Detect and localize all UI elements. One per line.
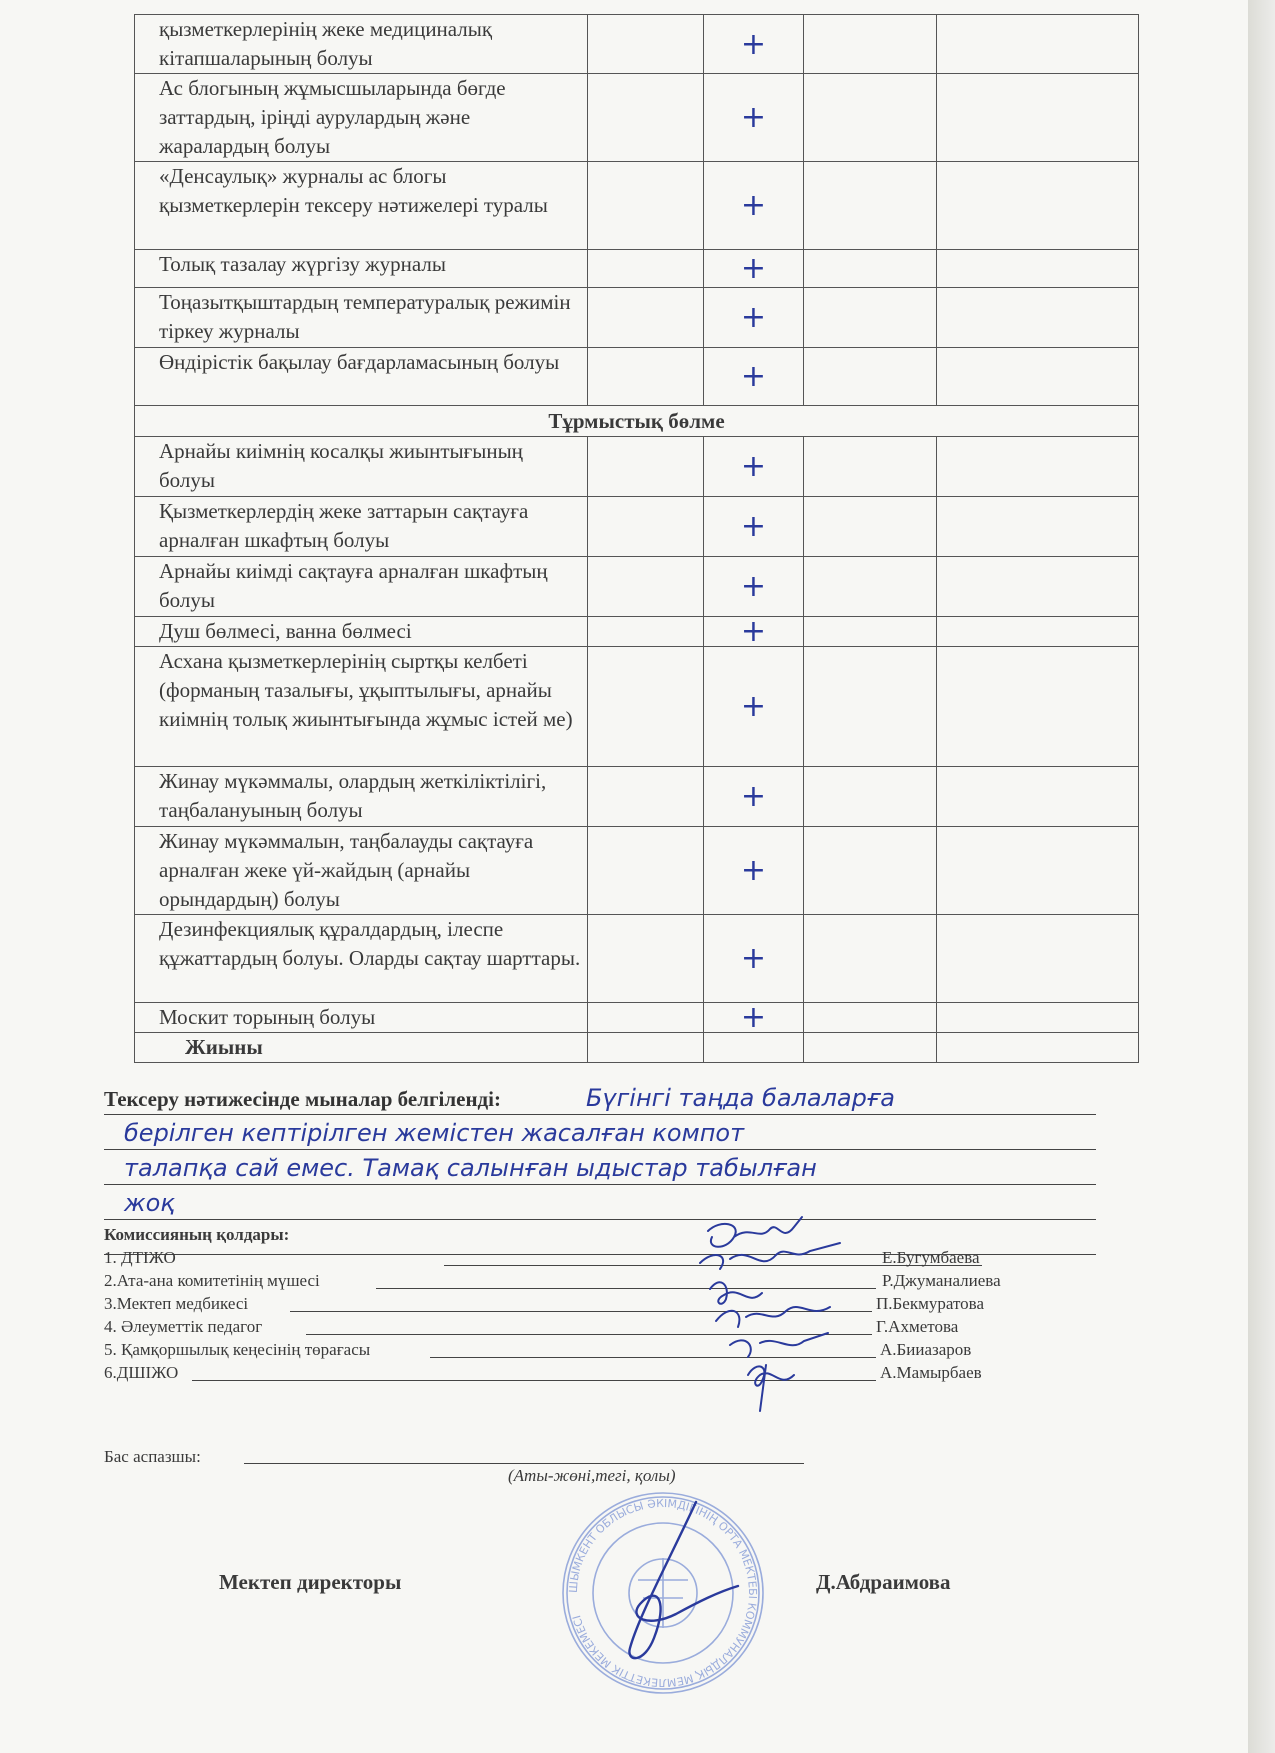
member-name: П.Бекмуратова	[876, 1294, 985, 1313]
table-row	[135, 15, 1139, 74]
table-row	[135, 557, 1139, 617]
commission-member	[104, 1248, 1044, 1271]
criterion-text: Ас блогының жұмысшыларында бөгде заттардың, іріңді аурулардың және жаралардың болуы	[135, 74, 588, 162]
table-cell	[937, 15, 1139, 74]
table-cell	[804, 827, 937, 915]
check-mark: +	[704, 915, 804, 1003]
table-cell	[804, 288, 937, 348]
handwritten-text: талапқа сай емес. Тамақ салынған ыдыстар табылған	[124, 1154, 817, 1182]
table-row	[135, 250, 1139, 288]
table-cell	[937, 162, 1139, 250]
total-row	[135, 1033, 1139, 1063]
table-cell	[804, 557, 937, 617]
total-label: Жиыны	[135, 1033, 588, 1063]
table-row	[135, 162, 1139, 250]
commission-member	[104, 1271, 1044, 1294]
member-role: 2.Ата-ана комитетінің мүшесі	[104, 1271, 320, 1290]
commission-member	[104, 1340, 1044, 1363]
table-cell	[937, 74, 1139, 162]
criterion-text: «Денсаулық» журналы ас блогы қызметкерлерін тексеру нәтижелері туралы	[135, 162, 588, 250]
criterion-text: Асхана қызметкерлерінің сыртқы келбеті (форманың тазалығы, ұқыптылығы, арнайы киімнің толық жиынтығында жұмыс істей ме)	[135, 647, 588, 767]
handwritten-text: берілген кептірілген жемістен жасалған компот	[124, 1119, 745, 1147]
member-name: А.Мамырбаев	[880, 1363, 982, 1382]
check-mark: +	[704, 288, 804, 348]
table-cell	[588, 437, 704, 497]
commission-signatures-drawing	[690, 1215, 870, 1425]
table-cell	[588, 497, 704, 557]
table-cell	[588, 1033, 704, 1063]
check-mark: +	[704, 557, 804, 617]
section-title: Тұрмыстық бөлме	[135, 406, 1139, 437]
table-cell	[937, 1003, 1139, 1033]
commission-title: Комиссияның қолдары:	[104, 1225, 290, 1244]
table-cell	[804, 1003, 937, 1033]
table-cell	[588, 250, 704, 288]
table-row	[135, 1003, 1139, 1033]
table-cell	[588, 348, 704, 406]
table-cell	[937, 250, 1139, 288]
check-mark: +	[704, 647, 804, 767]
table-row	[135, 767, 1139, 827]
table-cell	[804, 617, 937, 647]
check-mark: +	[704, 348, 804, 406]
table-row	[135, 915, 1139, 1003]
criterion-text: Дезинфекциялық құралдардың, ілеспе құжаттардың болуы. Оларды сақтау шарттары.	[135, 915, 588, 1003]
table-cell	[588, 915, 704, 1003]
check-mark: +	[704, 1003, 804, 1033]
table-cell	[937, 827, 1139, 915]
table-row	[135, 348, 1139, 406]
table-row	[135, 497, 1139, 557]
findings-line-3	[104, 1150, 1096, 1185]
criterion-text: Москит торының болуы	[135, 1003, 588, 1033]
table-cell	[937, 497, 1139, 557]
commission-member	[104, 1294, 1044, 1317]
table-cell	[804, 497, 937, 557]
table-cell	[804, 250, 937, 288]
findings-line-2	[104, 1115, 1096, 1150]
commission-member	[104, 1363, 1044, 1386]
table-cell	[937, 288, 1139, 348]
table-cell	[804, 74, 937, 162]
table-cell	[588, 1003, 704, 1033]
check-mark: +	[704, 15, 804, 74]
table-cell	[804, 162, 937, 250]
findings-line-1	[104, 1080, 1096, 1115]
checklist-table	[134, 14, 1139, 1063]
table-cell	[588, 162, 704, 250]
stamp-text: ШЫМКЕНТ ОБЛЫСЫ ӘКІМДІГІНІҢ ОРТА МЕКТЕБІ КОММУНАЛДЫҚ МЕМЛЕКЕТТІК МЕКЕМЕСІ	[566, 1496, 760, 1690]
director-label: Мектеп директоры	[219, 1570, 402, 1594]
table-cell	[588, 557, 704, 617]
table-cell	[804, 915, 937, 1003]
table-row	[135, 74, 1139, 162]
table-cell	[588, 15, 704, 74]
table-cell	[804, 647, 937, 767]
table-cell	[937, 348, 1139, 406]
page-edge	[1248, 0, 1275, 1753]
table-cell	[804, 1033, 937, 1063]
table-cell	[588, 647, 704, 767]
criterion-text: қызметкерлерінің жеке медициналық кітапшаларының болуы	[135, 15, 588, 74]
table-row	[135, 827, 1139, 915]
member-name: Р.Джуманалиева	[882, 1271, 1001, 1290]
member-role: 1. ДТІЖО	[104, 1248, 176, 1267]
criterion-text: Тоңазытқыштардың температуралық режимін тіркеу журналы	[135, 288, 588, 348]
section-row	[135, 406, 1139, 437]
table-row	[135, 647, 1139, 767]
table-cell	[804, 767, 937, 827]
check-mark: +	[704, 437, 804, 497]
criterion-text: Душ бөлмесі, ванна бөлмесі	[135, 617, 588, 647]
check-mark: +	[704, 827, 804, 915]
table-cell	[588, 288, 704, 348]
commission-member	[104, 1317, 1044, 1340]
criterion-text: Толық тазалау жүргізу журналы	[135, 250, 588, 288]
table-cell	[937, 767, 1139, 827]
criterion-text: Жинау мүкәммалы, олардың жеткіліктілігі, таңбалануының болуы	[135, 767, 588, 827]
table-row	[135, 437, 1139, 497]
table-row	[135, 288, 1139, 348]
table-cell	[937, 437, 1139, 497]
handwritten-text: жоқ	[124, 1189, 175, 1217]
member-role: 5. Қамқоршылық кеңесінің төрағасы	[104, 1340, 371, 1359]
check-mark: +	[704, 497, 804, 557]
member-role: 4. Әлеуметтік педагог	[104, 1317, 263, 1336]
findings-label: Тексеру нәтижесінде мыналар белгіленді:	[104, 1087, 502, 1111]
criterion-text: Арнайы киімді сақтауға арналған шкафтың болуы	[135, 557, 588, 617]
table-cell	[588, 617, 704, 647]
head-cook-label: Бас аспазшы:	[104, 1447, 201, 1466]
table-cell	[588, 827, 704, 915]
commission-signatures	[104, 1225, 1044, 1386]
check-mark: +	[704, 162, 804, 250]
member-name: Е.Бугумбаева	[882, 1248, 980, 1267]
table-cell	[937, 557, 1139, 617]
table-cell	[937, 1033, 1139, 1063]
check-mark: +	[704, 250, 804, 288]
table-cell	[704, 1033, 804, 1063]
head-cook-caption: (Аты-жөні,тегі, қолы)	[508, 1466, 676, 1485]
criterion-text: Өндірістік бақылау бағдарламасының болуы	[135, 348, 588, 406]
member-role: 3.Мектеп медбикесі	[104, 1294, 249, 1313]
head-cook-signature-line	[244, 1463, 804, 1464]
table-cell	[937, 647, 1139, 767]
findings-line-4	[104, 1185, 1096, 1220]
member-role: 6.ДШІЖО	[104, 1363, 179, 1382]
member-name: А.Бииазаров	[880, 1340, 972, 1359]
handwritten-text: Бүгінгі таңда балаларға	[586, 1084, 895, 1112]
criterion-text: Арнайы киімнің косалқы жиынтығының болуы	[135, 437, 588, 497]
director-name: Д.Абдраимова	[816, 1570, 951, 1594]
table-cell	[937, 617, 1139, 647]
school-stamp	[558, 1488, 768, 1698]
table-cell	[588, 74, 704, 162]
table-cell	[937, 915, 1139, 1003]
criterion-text: Жинау мүкәммалын, таңбалауды сақтауға арналған жеке үй-жайдың (арнайы орындардың) болуы	[135, 827, 588, 915]
table-cell	[588, 767, 704, 827]
check-mark: +	[704, 617, 804, 647]
table-cell	[804, 15, 937, 74]
member-name: Г.Ахметова	[876, 1317, 959, 1336]
table-cell	[804, 348, 937, 406]
table-row	[135, 617, 1139, 647]
check-mark: +	[704, 74, 804, 162]
check-mark: +	[704, 767, 804, 827]
criterion-text: Қызметкерлердің жеке заттарын сақтауға арналған шкафтың болуы	[135, 497, 588, 557]
table-cell	[804, 437, 937, 497]
